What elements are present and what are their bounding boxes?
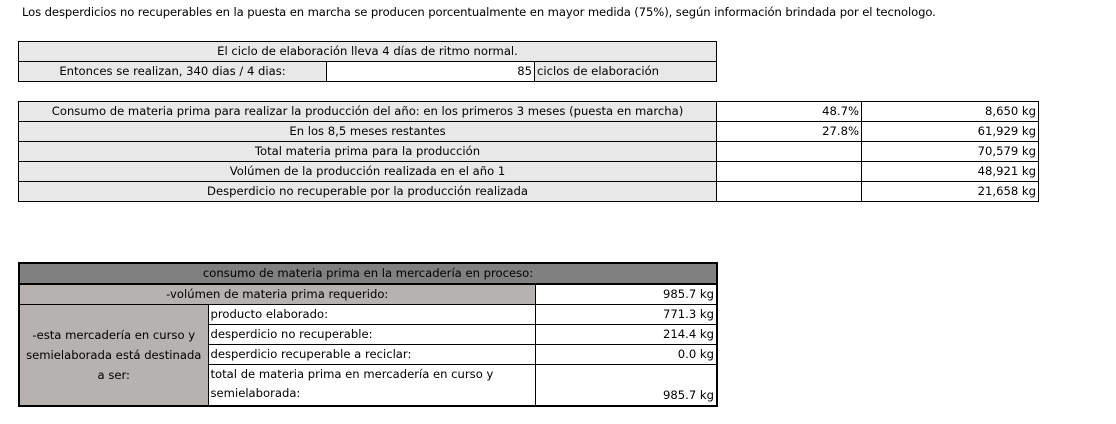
process-required-value: 985.7 kg [535,284,717,305]
consumption-pct: 48.7% [717,102,862,122]
cycle-calc-unit: ciclos de elaboración [535,62,717,82]
table-row [19,102,1039,122]
process-item-value: 0.0 kg [535,345,717,365]
consumption-label: Total materia prima para la producción [19,142,717,162]
consumption-table [18,101,1039,202]
consumption-pct: 27.8% [717,122,862,142]
consumption-label: Volúmen de la producción realizada en el año 1 [19,162,717,182]
consumption-value: 61,929 kg [862,122,1039,142]
table-row [19,162,1039,182]
cycle-table [18,41,717,82]
process-required-label: -volúmen de materia prima requerido: [19,284,535,305]
process-header: consumo de materia prima en la mercadería en proceso: [19,263,717,284]
table-row [19,122,1039,142]
process-item-label: desperdicio no recuperable: [208,325,535,345]
consumption-pct [717,182,862,202]
process-item-value: 214.4 kg [535,325,717,345]
consumption-label: Consumo de materia prima para realizar la producción del año: en los primeros 3 meses (puesta en marcha) [19,102,717,122]
process-item-value: 771.3 kg [535,305,717,325]
cycle-calc-label: Entonces se realizan, 340 dias / 4 dias: [19,62,327,82]
process-item-label: total de materia prima en mercadería en curso y semielaborada: [208,365,535,407]
consumption-pct [717,162,862,182]
consumption-value: 70,579 kg [862,142,1039,162]
consumption-label: En los 8,5 meses restantes [19,122,717,142]
consumption-value: 8,650 kg [862,102,1039,122]
process-table [18,262,718,407]
consumption-pct [717,142,862,162]
intro-text: Los desperdicios no recuperables en la puesta en marcha se producen porcentualmente en mayor medida (75%), según información brindada por el tecnologo. [22,5,936,19]
table-row [19,142,1039,162]
process-item-label: producto elaborado: [208,305,535,325]
process-destination-label: -esta mercadería en curso y semielaborada está destinada a ser: [19,305,208,407]
process-item-label: desperdicio recuperable a reciclar: [208,345,535,365]
table-row [19,182,1039,202]
consumption-label: Desperdicio no recuperable por la producción realizada [19,182,717,202]
table-row [19,305,717,325]
process-item-value: 985.7 kg [535,365,717,407]
cycle-title: El ciclo de elaboración lleva 4 días de ritmo normal. [19,42,717,62]
consumption-value: 48,921 kg [862,162,1039,182]
cycle-calc-value: 85 [327,62,535,82]
consumption-value: 21,658 kg [862,182,1039,202]
